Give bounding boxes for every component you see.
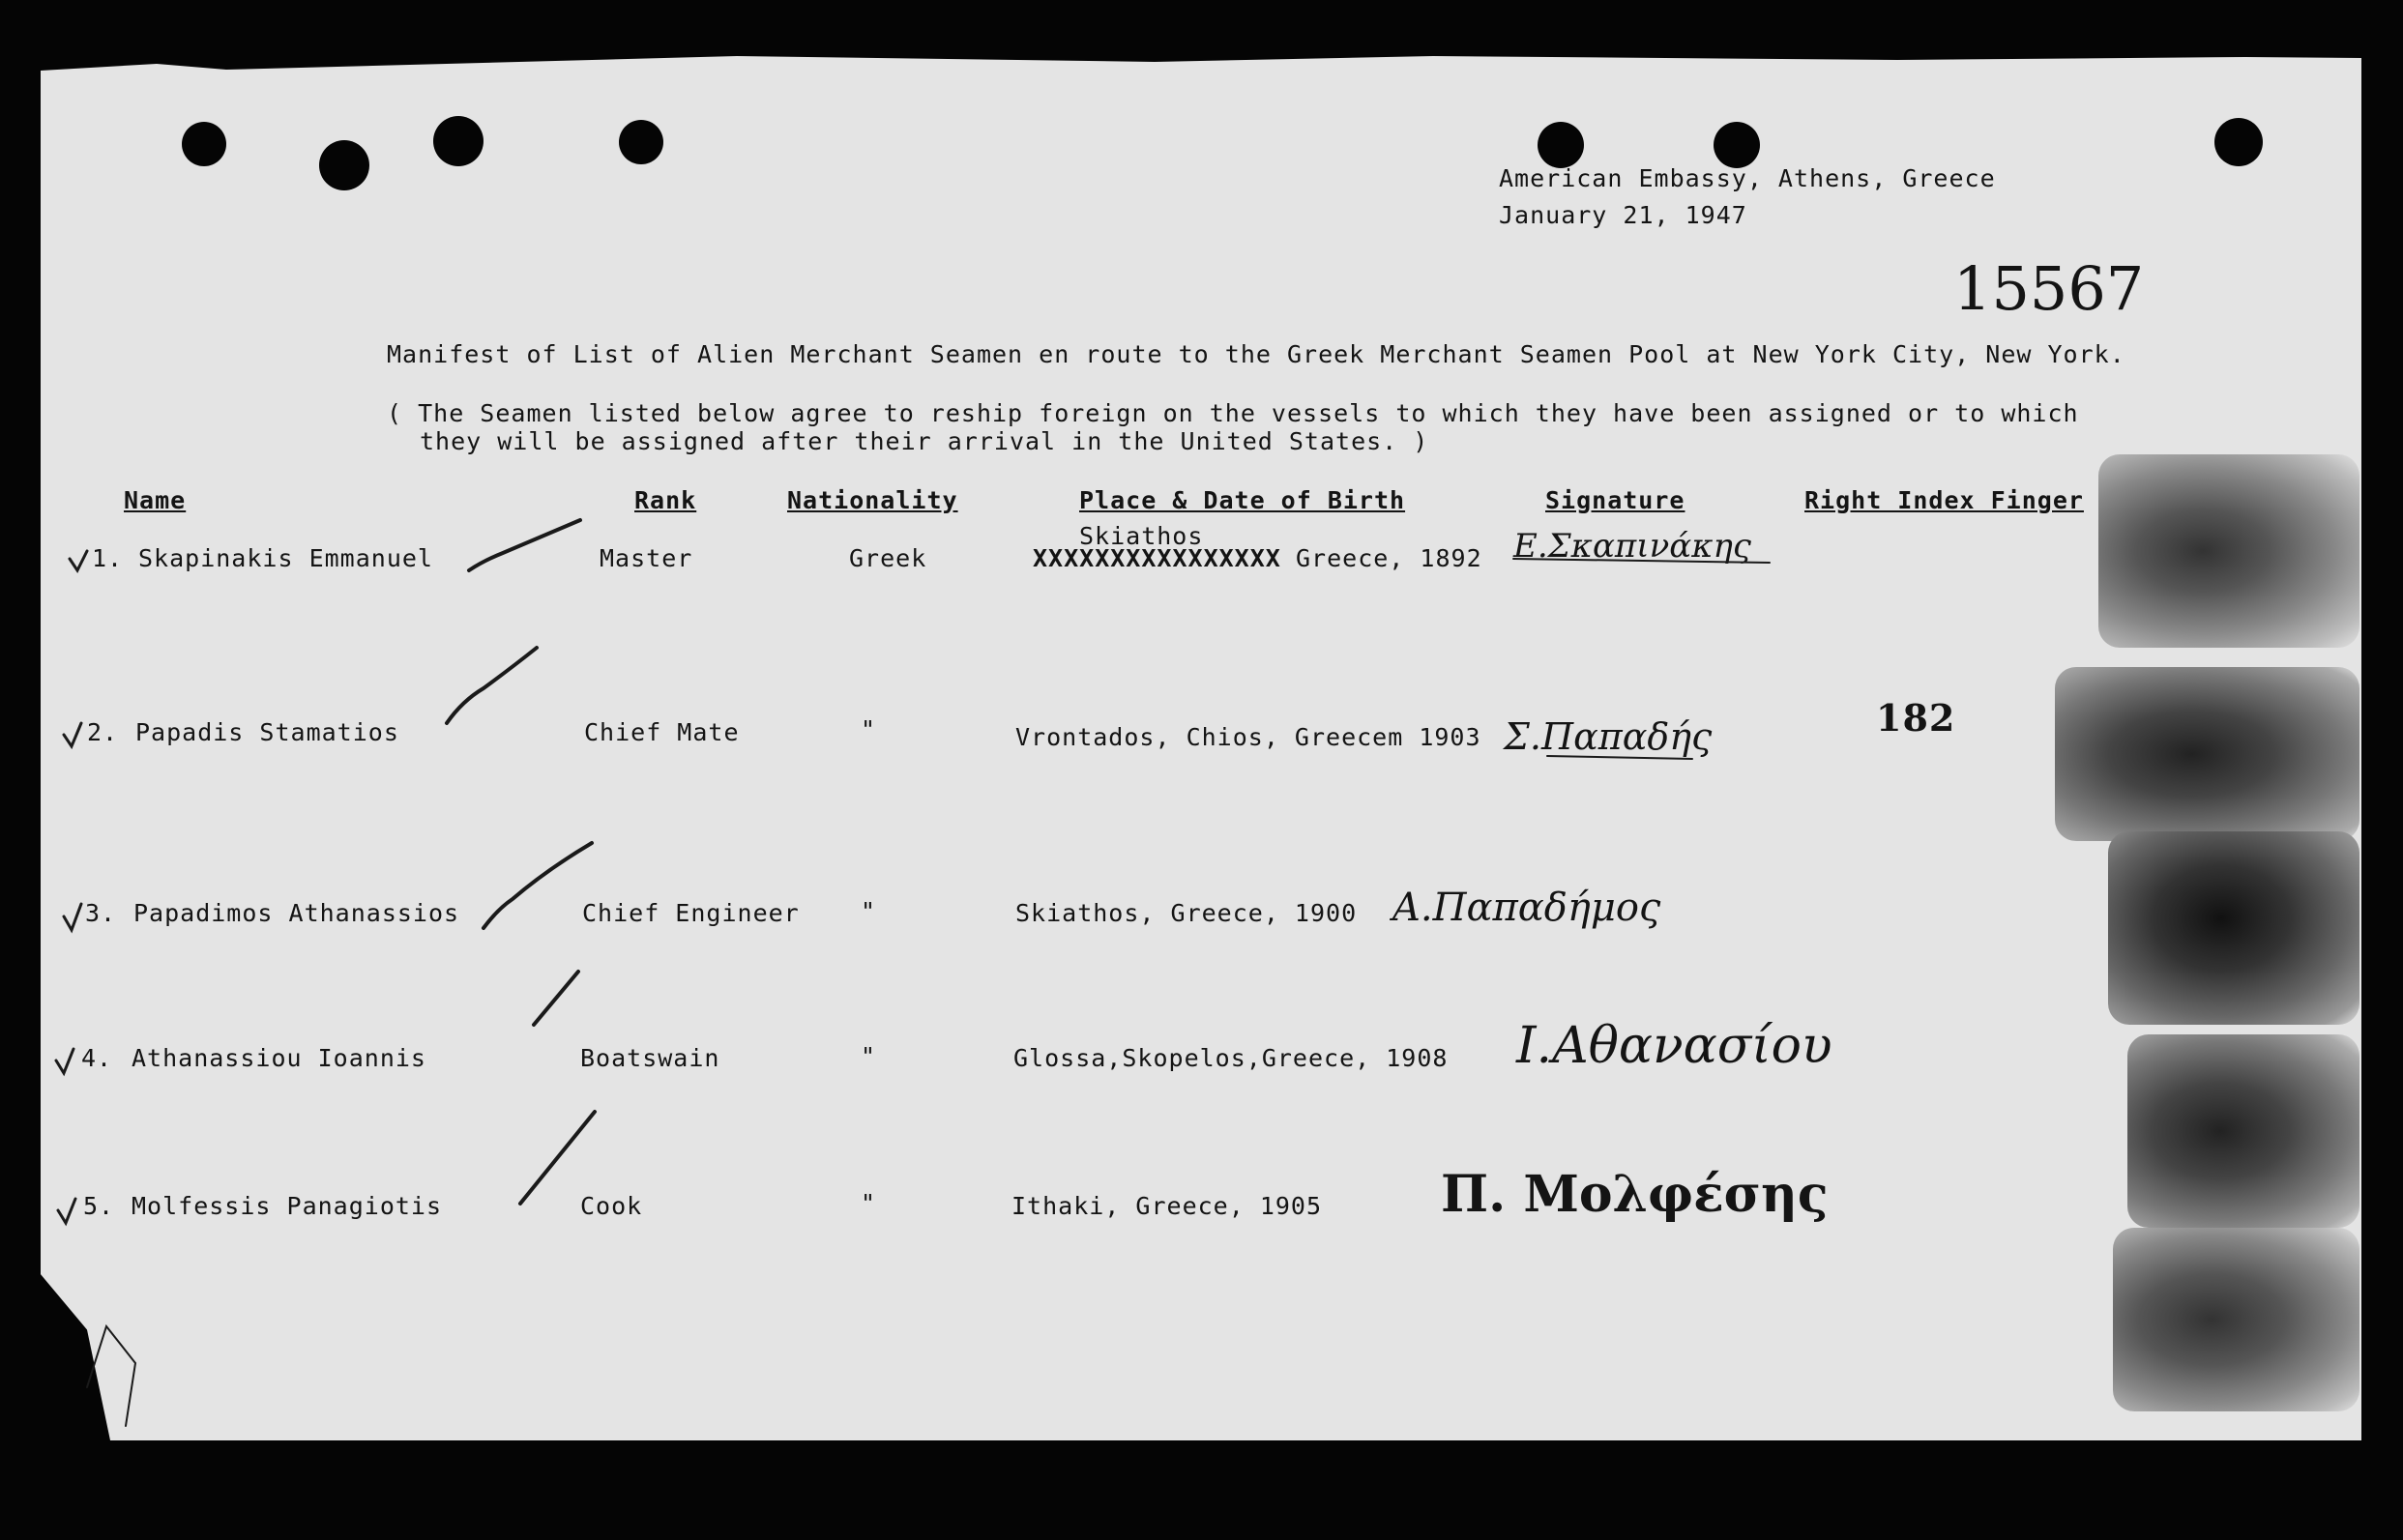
- birth-place-overtype: Skiathos: [1079, 522, 1204, 550]
- seaman-rank: Chief Mate: [584, 718, 740, 746]
- seaman-nationality: ": [861, 1042, 877, 1070]
- seaman-nationality: ": [861, 897, 877, 925]
- row-number: 2.: [87, 718, 119, 746]
- seaman-name: Athanassiou Ioannis: [132, 1044, 426, 1072]
- seaman-nationality: Greek: [849, 544, 927, 572]
- seaman-rank: Chief Engineer: [582, 899, 800, 927]
- birth-place-date: Greece, 1892: [1296, 544, 1482, 572]
- file-number: 15567: [1953, 253, 2145, 324]
- seaman-signature: Α.Παπαδήμος: [1392, 886, 1661, 930]
- check-mark-icon: [447, 648, 537, 723]
- corner-fold: [87, 1326, 135, 1426]
- seaman-rank: Boatswain: [580, 1044, 720, 1072]
- seaman-name: Papadimos Athanassios: [133, 899, 460, 927]
- tick-icon: [64, 723, 81, 746]
- column-header-signature: Signature: [1545, 486, 1685, 514]
- birth-place-date: Skiathos, Greece, 1900: [1015, 899, 1358, 927]
- seaman-nationality: ": [861, 715, 877, 743]
- check-mark-icon: [469, 520, 580, 570]
- manifest-note-line1: ( The Seamen listed below agree to reship foreign on the vessels to which they have been assigned or to which: [387, 399, 2079, 427]
- column-header-finger: Right Index Finger: [1804, 486, 2084, 514]
- seaman-nationality: ": [861, 1189, 877, 1217]
- check-mark-icon: [484, 843, 592, 928]
- pen-stroke: [520, 1112, 595, 1204]
- seaman-rank: Cook: [580, 1192, 643, 1220]
- seaman-name: Papadis Stamatios: [135, 718, 399, 746]
- signature-underline: [1513, 559, 1770, 563]
- row-number: 5.: [83, 1192, 115, 1220]
- seaman-signature: Σ.Παπαδής: [1504, 715, 1713, 758]
- birth-place-date: Glossa,Skopelos,Greece, 1908: [1013, 1044, 1449, 1072]
- column-header-nationality: Nationality: [787, 486, 958, 514]
- seaman-signature: Π. Μολφέσης: [1441, 1165, 1829, 1224]
- birth-place-date: Vrontados, Chios, Greecem 1903: [1015, 723, 1481, 751]
- embassy-line: American Embassy, Athens, Greece: [1499, 164, 1996, 192]
- birth-place-date: Ithaki, Greece, 1905: [1011, 1192, 1323, 1220]
- tick-icon: [56, 1049, 73, 1073]
- seaman-signature: Ε.Σκαπινάκης: [1513, 527, 1751, 566]
- manifest-title: Manifest of List of Alien Merchant Seamen en route to the Greek Merchant Seamen Pool at New York City, New York.: [387, 340, 2125, 368]
- column-header-rank: Rank: [634, 486, 697, 514]
- tick-icon: [58, 1199, 75, 1223]
- stamp-number: 182: [1876, 696, 1956, 740]
- date-line: January 21, 1947: [1499, 201, 1747, 229]
- tick-icon: [70, 551, 87, 570]
- column-header-name: Name: [124, 486, 187, 514]
- tick-icon: [64, 904, 81, 930]
- column-header-birth: Place & Date of Birth: [1079, 486, 1406, 514]
- row-number: 1.: [92, 544, 124, 572]
- pen-stroke: [534, 972, 578, 1025]
- row-number: 4.: [81, 1044, 113, 1072]
- seaman-name: Molfessis Panagiotis: [132, 1192, 443, 1220]
- manifest-note-line2: they will be assigned after their arrival in the United States. ): [420, 427, 1429, 455]
- row-number: 3.: [85, 899, 117, 927]
- signature-underline: [1547, 756, 1692, 759]
- seaman-rank: Master: [600, 544, 693, 572]
- seaman-name: Skapinakis Emmanuel: [138, 544, 433, 572]
- seaman-signature: Ι.Αθανασίου: [1516, 1017, 1832, 1075]
- struck-text: XXXXXXXXXXXXXXXX: [1033, 544, 1281, 572]
